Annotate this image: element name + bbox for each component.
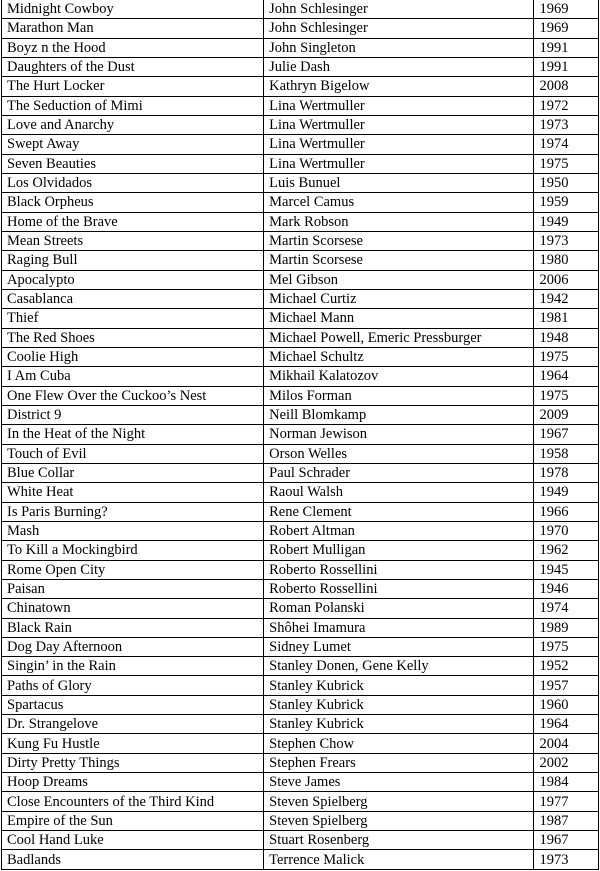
director-cell: Norman Jewison — [264, 425, 534, 444]
table-row — [2, 599, 599, 618]
year-cell: 1949 — [534, 483, 599, 502]
director-cell: John Schlesinger — [264, 0, 534, 19]
year-cell: 1989 — [534, 618, 599, 637]
year-cell: 1969 — [534, 0, 599, 19]
table-row — [2, 309, 599, 328]
year-cell: 1964 — [534, 715, 599, 734]
director-cell: Steven Spielberg — [264, 792, 534, 811]
year-cell: 1945 — [534, 560, 599, 579]
year-cell: 1991 — [534, 57, 599, 76]
director-cell: Lina Wertmuller — [264, 96, 534, 115]
year-cell: 2006 — [534, 270, 599, 289]
table-row — [2, 676, 599, 695]
director-cell: Lina Wertmuller — [264, 154, 534, 173]
year-cell: 1975 — [534, 154, 599, 173]
director-cell: Sidney Lumet — [264, 637, 534, 656]
table-row — [2, 850, 599, 869]
film-title-cell: Black Orpheus — [2, 193, 264, 212]
director-cell: John Singleton — [264, 38, 534, 57]
table-row — [2, 0, 599, 19]
director-cell: Stanley Donen, Gene Kelly — [264, 657, 534, 676]
film-title-cell: Hoop Dreams — [2, 773, 264, 792]
table-row — [2, 135, 599, 154]
film-rows — [2, 0, 599, 869]
table-row — [2, 96, 599, 115]
film-title-cell: Mean Streets — [2, 231, 264, 250]
film-title-cell: To Kill a Mockingbird — [2, 541, 264, 560]
director-cell: Martin Scorsese — [264, 231, 534, 250]
year-cell: 1969 — [534, 19, 599, 38]
table-row — [2, 425, 599, 444]
year-cell: 1980 — [534, 251, 599, 270]
director-cell: Raoul Walsh — [264, 483, 534, 502]
film-title-cell: Singin’ in the Rain — [2, 657, 264, 676]
director-cell: Robert Mulligan — [264, 541, 534, 560]
table-row — [2, 444, 599, 463]
director-cell: Stephen Chow — [264, 734, 534, 753]
director-cell: Luis Bunuel — [264, 173, 534, 192]
table-row — [2, 270, 599, 289]
film-title-cell: District 9 — [2, 405, 264, 424]
film-title-cell: Touch of Evil — [2, 444, 264, 463]
table-row — [2, 502, 599, 521]
director-cell: Lina Wertmuller — [264, 115, 534, 134]
director-cell: Terrence Malick — [264, 850, 534, 869]
year-cell: 1987 — [534, 811, 599, 830]
film-title-cell: Dirty Pretty Things — [2, 753, 264, 772]
year-cell: 1967 — [534, 831, 599, 850]
film-title-cell: Love and Anarchy — [2, 115, 264, 134]
table-row — [2, 19, 599, 38]
film-title-cell: Los Olvidados — [2, 173, 264, 192]
table-row — [2, 115, 599, 134]
year-cell: 1966 — [534, 502, 599, 521]
year-cell: 1952 — [534, 657, 599, 676]
director-cell: Mel Gibson — [264, 270, 534, 289]
film-title-cell: Mash — [2, 521, 264, 540]
film-title-cell: Paisan — [2, 579, 264, 598]
film-title-cell: The Red Shoes — [2, 328, 264, 347]
year-cell: 1981 — [534, 309, 599, 328]
film-title-cell: Daughters of the Dust — [2, 57, 264, 76]
director-cell: Mark Robson — [264, 212, 534, 231]
film-title-cell: Is Paris Burning? — [2, 502, 264, 521]
director-cell: Mikhail Kalatozov — [264, 367, 534, 386]
year-cell: 1984 — [534, 773, 599, 792]
film-title-cell: Cool Hand Luke — [2, 831, 264, 850]
director-cell: Robert Altman — [264, 521, 534, 540]
director-cell: Stuart Rosenberg — [264, 831, 534, 850]
director-cell: John Schlesinger — [264, 19, 534, 38]
film-title-cell: Casablanca — [2, 289, 264, 308]
year-cell: 1949 — [534, 212, 599, 231]
director-cell: Stanley Kubrick — [264, 715, 534, 734]
film-title-cell: I Am Cuba — [2, 367, 264, 386]
year-cell: 1978 — [534, 463, 599, 482]
table-row — [2, 212, 599, 231]
year-cell: 1970 — [534, 521, 599, 540]
year-cell: 1946 — [534, 579, 599, 598]
year-cell: 1974 — [534, 135, 599, 154]
film-title-cell: Black Rain — [2, 618, 264, 637]
director-cell: Lina Wertmuller — [264, 135, 534, 154]
director-cell: Michael Mann — [264, 309, 534, 328]
table-row — [2, 463, 599, 482]
table-row — [2, 77, 599, 96]
film-title-cell: Midnight Cowboy — [2, 0, 264, 19]
film-title-cell: Marathon Man — [2, 19, 264, 38]
table-row — [2, 773, 599, 792]
director-cell: Roberto Rossellini — [264, 579, 534, 598]
year-cell: 1975 — [534, 386, 599, 405]
director-cell: Stanley Kubrick — [264, 695, 534, 714]
table-row — [2, 579, 599, 598]
year-cell: 1962 — [534, 541, 599, 560]
year-cell: 2008 — [534, 77, 599, 96]
table-row — [2, 251, 599, 270]
film-title-cell: Chinatown — [2, 599, 264, 618]
table-row — [2, 328, 599, 347]
film-title-cell: White Heat — [2, 483, 264, 502]
table-row — [2, 521, 599, 540]
director-cell: Stanley Kubrick — [264, 676, 534, 695]
director-cell: Neill Blomkamp — [264, 405, 534, 424]
table-row — [2, 367, 599, 386]
film-title-cell: The Hurt Locker — [2, 77, 264, 96]
director-cell: Paul Schrader — [264, 463, 534, 482]
table-row — [2, 715, 599, 734]
film-title-cell: Paths of Glory — [2, 676, 264, 695]
director-cell: Julie Dash — [264, 57, 534, 76]
director-cell: Roberto Rossellini — [264, 560, 534, 579]
film-title-cell: Badlands — [2, 850, 264, 869]
director-cell: Steve James — [264, 773, 534, 792]
year-cell: 2002 — [534, 753, 599, 772]
year-cell: 1942 — [534, 289, 599, 308]
year-cell: 1973 — [534, 231, 599, 250]
year-cell: 1948 — [534, 328, 599, 347]
director-cell: Steven Spielberg — [264, 811, 534, 830]
year-cell: 1977 — [534, 792, 599, 811]
table-row — [2, 405, 599, 424]
year-cell: 1960 — [534, 695, 599, 714]
table-row — [2, 637, 599, 656]
table-row — [2, 57, 599, 76]
director-cell: Milos Forman — [264, 386, 534, 405]
year-cell: 1975 — [534, 637, 599, 656]
director-cell: Martin Scorsese — [264, 251, 534, 270]
table-row — [2, 695, 599, 714]
year-cell: 1973 — [534, 115, 599, 134]
film-title-cell: Blue Collar — [2, 463, 264, 482]
year-cell: 1973 — [534, 850, 599, 869]
film-title-cell: Apocalypto — [2, 270, 264, 289]
director-cell: Michael Powell, Emeric Pressburger — [264, 328, 534, 347]
director-cell: Stephen Frears — [264, 753, 534, 772]
table-row — [2, 154, 599, 173]
table-row — [2, 734, 599, 753]
film-title-cell: Boyz n the Hood — [2, 38, 264, 57]
director-cell: Roman Polanski — [264, 599, 534, 618]
table-row — [2, 231, 599, 250]
director-cell: Orson Welles — [264, 444, 534, 463]
film-title-cell: Kung Fu Hustle — [2, 734, 264, 753]
film-title-cell: Empire of the Sun — [2, 811, 264, 830]
film-table — [1, 0, 599, 870]
director-cell: Kathryn Bigelow — [264, 77, 534, 96]
table-row — [2, 618, 599, 637]
director-cell: Michael Schultz — [264, 347, 534, 366]
film-title-cell: Thief — [2, 309, 264, 328]
year-cell: 1974 — [534, 599, 599, 618]
year-cell: 1972 — [534, 96, 599, 115]
film-title-cell: Dog Day Afternoon — [2, 637, 264, 656]
year-cell: 2004 — [534, 734, 599, 753]
film-title-cell: Close Encounters of the Third Kind — [2, 792, 264, 811]
film-title-cell: Rome Open City — [2, 560, 264, 579]
director-cell: Rene Clement — [264, 502, 534, 521]
director-cell: Shôhei Imamura — [264, 618, 534, 637]
table-row — [2, 792, 599, 811]
film-title-cell: Seven Beauties — [2, 154, 264, 173]
year-cell: 1958 — [534, 444, 599, 463]
table-row — [2, 811, 599, 830]
director-cell: Marcel Camus — [264, 193, 534, 212]
year-cell: 1964 — [534, 367, 599, 386]
year-cell: 1975 — [534, 347, 599, 366]
year-cell: 1959 — [534, 193, 599, 212]
year-cell: 1991 — [534, 38, 599, 57]
film-title-cell: Spartacus — [2, 695, 264, 714]
year-cell: 1957 — [534, 676, 599, 695]
film-title-cell: Home of the Brave — [2, 212, 264, 231]
table-row — [2, 38, 599, 57]
table-row — [2, 193, 599, 212]
table-row — [2, 347, 599, 366]
table-row — [2, 753, 599, 772]
film-title-cell: Dr. Strangelove — [2, 715, 264, 734]
director-cell: Michael Curtiz — [264, 289, 534, 308]
table-row — [2, 173, 599, 192]
table-row — [2, 541, 599, 560]
year-cell: 1967 — [534, 425, 599, 444]
table-row — [2, 386, 599, 405]
year-cell: 1950 — [534, 173, 599, 192]
table-row — [2, 657, 599, 676]
table-row — [2, 289, 599, 308]
film-title-cell: One Flew Over the Cuckoo’s Nest — [2, 386, 264, 405]
table-row — [2, 831, 599, 850]
table-row — [2, 560, 599, 579]
film-title-cell: Raging Bull — [2, 251, 264, 270]
year-cell: 2009 — [534, 405, 599, 424]
film-title-cell: In the Heat of the Night — [2, 425, 264, 444]
film-title-cell: Swept Away — [2, 135, 264, 154]
film-title-cell: Coolie High — [2, 347, 264, 366]
table-row — [2, 483, 599, 502]
film-title-cell: The Seduction of Mimi — [2, 96, 264, 115]
